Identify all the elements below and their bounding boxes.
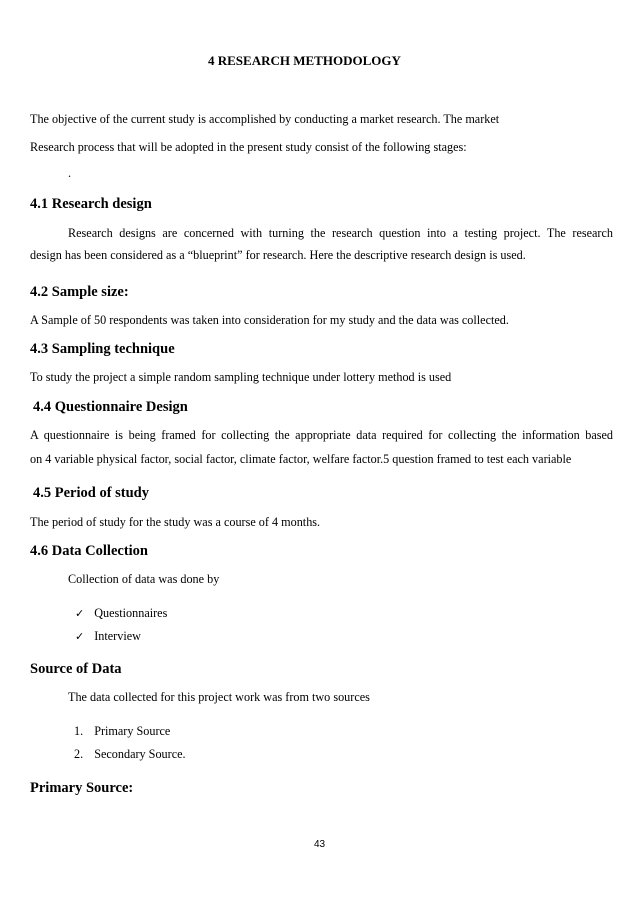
- list-item-number: 2.: [74, 747, 84, 761]
- list-item: [75, 627, 141, 645]
- list-item-label: Primary Source: [94, 724, 171, 738]
- section-heading-sampling-technique: 4.3 Sampling technique: [30, 341, 175, 357]
- research-design-line-2: design has been considered as a “blueprint” for research. Here the descriptive research design is used.: [30, 248, 526, 262]
- questionnaire-design-line-1: A questionnaire is being framed for collecting the appropriate data required for collecting the information based: [30, 428, 613, 442]
- section-heading-questionnaire-design: 4.4 Questionnaire Design: [33, 399, 188, 415]
- source-of-data-text: The data collected for this project work was from two sources: [68, 690, 370, 704]
- intro-dot: .: [68, 166, 72, 180]
- list-item-number: 1.: [74, 724, 84, 738]
- questionnaire-design-line-2: on 4 variable physical factor, social factor, climate factor, welfare factor.5 question framed to test each variable: [30, 452, 572, 466]
- section-heading-research-design: 4.1 Research design: [30, 196, 152, 212]
- list-item-label: Interview: [94, 629, 141, 643]
- list-item-label: Secondary Source.: [94, 747, 186, 761]
- intro-line-2: Research process that will be adopted in the present study consist of the following stages:: [30, 140, 467, 154]
- section-heading-source-of-data: Source of Data: [30, 661, 122, 677]
- checkmark-icon: ✓: [75, 630, 85, 643]
- page-number: 43: [314, 839, 326, 850]
- section-heading-period-of-study: 4.5 Period of study: [33, 485, 149, 501]
- section-heading-primary-source: Primary Source:: [30, 780, 134, 796]
- sample-size-text: A Sample of 50 respondents was taken into consideration for my study and the data was collected.: [30, 313, 509, 327]
- research-design-line-1: Research designs are concerned with turning the research question into a testing project. The research: [68, 226, 613, 240]
- list-item: [74, 724, 170, 739]
- period-of-study-text: The period of study for the study was a course of 4 months.: [30, 515, 321, 529]
- section-heading-data-collection: 4.6 Data Collection: [30, 543, 148, 559]
- sampling-technique-text: To study the project a simple random sampling technique under lottery method is used: [30, 370, 452, 384]
- list-item: [74, 747, 186, 762]
- data-collection-text: Collection of data was done by: [68, 572, 220, 586]
- page-title: 4 RESEARCH METHODOLOGY: [208, 53, 401, 68]
- intro-line-1: The objective of the current study is accomplished by conducting a market research. The market: [30, 112, 500, 126]
- section-heading-sample-size: 4.2 Sample size:: [30, 284, 129, 300]
- list-item-label: Questionnaires: [94, 606, 168, 620]
- checkmark-icon: ✓: [75, 607, 85, 620]
- list-item: [75, 604, 167, 622]
